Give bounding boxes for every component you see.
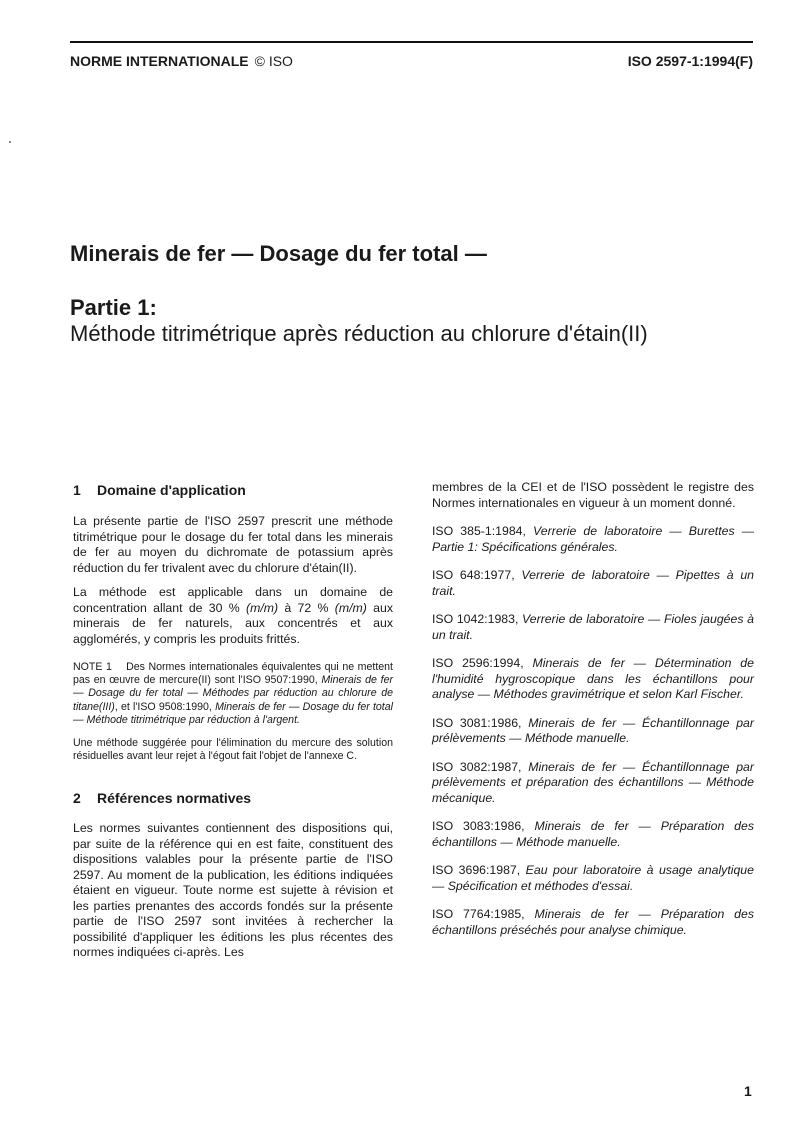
section-2-paragraph-1: Les normes suivantes contiennent des dispositions qui, par suite de la référence qui en est faite, constituent des dispositions valables pour la présente partie de l'ISO 2597. Au moment de la publication, les éditions indiquées étaient en vigueur. Toute norme est sujette à révision et les parties prenantes des accords fondés sur la présente partie de l'ISO 2597 sont invitées à rechercher la possibilité d'appliquer les éditions les plus récentes des normes indiquées ci-après. Les (73, 821, 393, 960)
left-column (73, 480, 393, 961)
right-column (432, 480, 754, 951)
part-title: Méthode titrimétrique après réduction au chlorure d'étain(II) (70, 321, 648, 346)
section-1-heading (73, 480, 393, 500)
reference-list (432, 524, 754, 938)
reference-code: ISO 3696:1987, (432, 863, 521, 877)
reference-code: ISO 2596:1994, (432, 656, 524, 670)
header-rule (70, 41, 753, 43)
reference-title: Minerais de fer — Échantillonnage par prélèvements — Méthode manuelle. (432, 715, 754, 745)
header-doc-id: ISO 2597-1:1994(F) (627, 53, 753, 69)
reference-item (432, 863, 754, 894)
reference-item (432, 568, 754, 599)
note-mercury-removal: Une méthode suggérée pour l'élimination du mercure des solution résiduelles avant leur rejet à l'égout fait l'objet de l'annexe C. (73, 737, 393, 763)
section-2-paragraph-continued: membres de la CEI et de l'ISO possèdent le registre des Normes internationales en vigueur à un moment donné. (432, 480, 754, 510)
note-1: NOTE 1 Des Normes internationales équivalentes qui ne mettent pas en œuvre de mercure(II) sont l'ISO 9507:1990, Minerais de fer — Dosage du fer total — Méthodes par réduction au chlorure de titane(III), et l'ISO 9508:1990, Minerais de fer — Dosage du fer total — Méthode titrimétrique par réduction à l'argent. (73, 661, 393, 726)
header-copyright: © ISO (254, 53, 293, 69)
reference-item (432, 907, 754, 938)
reference-code: ISO 3081:1986, (432, 715, 522, 730)
section-1-number: 1 (73, 482, 81, 498)
section-1-paragraph-2: La méthode est applicable dans un domaine de concentration allant de 30 % (m/m) à 72 % (m/m) aux minerais de fer naturels, aux concentrés et aux agglomérés, y compris les produits frittés. (73, 585, 393, 646)
reference-item (432, 656, 754, 703)
reference-code: ISO 3082:1987, (432, 759, 522, 774)
reference-code: ISO 7764:1985, (432, 907, 525, 921)
section-2-title: Références normatives (97, 790, 252, 807)
section-1-paragraph-1: La présente partie de l'ISO 2597 prescrit une méthode titrimétrique pour le dosage du fer total dans les minerais de fer au moyen du dichromate de potassium après réduction du fer trivalent avec du chlorure d'étain(II). (73, 514, 393, 575)
reference-item (432, 716, 754, 747)
note-1-label: NOTE 1 (73, 661, 112, 673)
reference-item (432, 819, 754, 850)
reference-title: Minerais de fer — Détermination de l'humidité hygroscopique dans les échantillons pour analyse — Méthodes gravimétrique et selon Karl Fischer. (432, 656, 754, 701)
document-title: Minerais de fer — Dosage du fer total — (70, 241, 487, 266)
reference-title: Minerais de fer — Préparation des échantillons préséchés pour analyse chimique. (432, 907, 754, 937)
reference-title: Minerais de fer — Préparation des échantillons — Méthode manuelle. (432, 819, 754, 849)
page-header (70, 53, 753, 73)
reference-title: Verrerie de laboratoire — Pipettes à un trait. (432, 568, 755, 598)
reference-item (432, 524, 754, 555)
section-1-title: Domaine d'application (97, 482, 246, 498)
reference-code: ISO 3083:1986, (432, 819, 525, 833)
section-2-heading (73, 788, 393, 808)
reference-code: ISO 385-1:1984, (432, 524, 526, 538)
header-standard-label: NORME INTERNATIONALE (70, 53, 249, 69)
section-2-number: 2 (73, 790, 81, 807)
reference-title: Verrerie de laboratoire — Burettes — Partie 1: Spécifications générales. (432, 524, 754, 554)
part-label: Partie 1: (70, 295, 157, 320)
page-number: 1 (744, 1083, 752, 1099)
reference-code: ISO 1042:1983, (432, 612, 519, 626)
reference-title: Verrerie de laboratoire — Fioles jaugées à un trait. (432, 612, 754, 642)
reference-title: Minerais de fer — Échantillonnage par prélèvements et préparation des échantillons — Méthode mécanique. (432, 759, 754, 805)
scan-speck (9, 141, 11, 143)
reference-code: ISO 648:1977, (432, 568, 515, 582)
reference-item (432, 760, 754, 807)
header-left (70, 53, 293, 69)
reference-item (432, 612, 754, 643)
reference-title: Eau pour laboratoire à usage analytique — Spécification et méthodes d'essai. (432, 863, 754, 893)
